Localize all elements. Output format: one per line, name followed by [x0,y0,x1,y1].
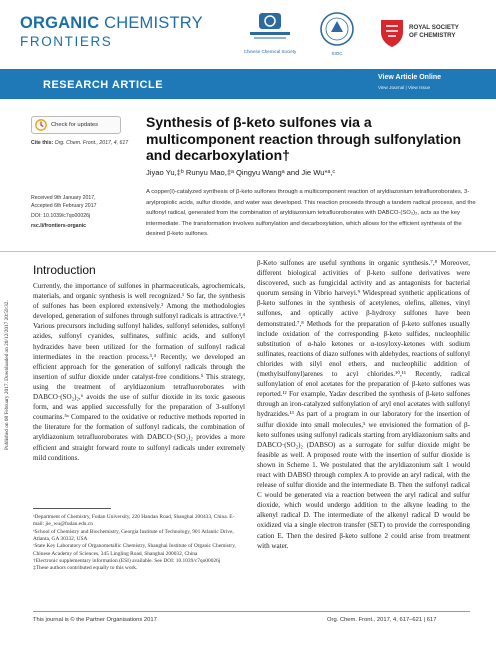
footer-copyright: This journal is © the Partner Organisations 2017 [33,617,157,623]
body-right-column: β-Keto sulfones are useful synthons in organic synthesis.⁷,⁸ Moreover, different biological activities of β-keto sulfone derivatives were discovered, such as fungicidal activity and as antagonists for bacterial quorum sensing in Vibrio harveyi.⁹ Widespread synthetic applications of β-keto sulfones in the synthesis of acetylenes, olefins, allenes, vinyl sulfones, and optically active β-hydroxy sulfones have been demonstrated.⁷,⁸ Methods for the preparation of β-keto sulfones usually include oxidation of the corresponding β-keto sulfides, nucleophilic substitution of α-halo ketones or α-tosyloxy-ketones with sodium sulfinates, reactions of diazo sulfones with aldehydes, reactions of sulfonyl chlorides with silyl enol ethers, and nucleophilic addition of (methylsulfonyl)arenes to acyl chlorides.¹⁰,¹¹ Recently, radical sulfonylation of enol acetates for the preparation of β-keto sulfones was reported.¹² For example, Yadav described the synthesis of β-keto sulfones through an iron-catalyzed sulfonylation of aryl enol acetates with sulfonyl hydrazides.¹³ As part of a program in our laboratory for the insertion of sulfur dioxide into small molecules,⁵ we envisioned the formation of β-keto sulfones using sulfonyl radicals starting from aryldiazonium salts and DABCO·(SO₂)₂ (DABSO) as a surrogate for sulfur dioxide might be feasible as well. A proposed route with the insertion of sulfur dioxide is shown in Scheme 1. We postulated that the aryldiazonium salt 1 would react with DABSO through complex A to provide an aryl radical, with the release of sulfur dioxide and the intermediate B. Then the sulfonyl radical C would be generated via a reaction between the aryl radical and sulfur dioxide, which would undergo addition to the alkyne leading to the alkenyl radical D. The intermediate of the alkenyl radical D would be oxidized via a single electron transfer (SET) to provide the corresponding cation E. Then the desired β-keto sulfone 2 could arise from treatment with water. [257,259,470,550]
article-title-line1: Synthesis of β-keto sulfones via a [146,114,372,130]
sioc-seal-icon [313,12,361,46]
journal-name-part1: ORGANIC [20,14,100,32]
doi[interactable]: DOI: 10.1039/c7qo00026j [31,213,91,219]
ccs-logo-caption: Chinese Chemical Society [243,49,297,54]
rsc-logo-text-line2: OF CHEMISTRY [409,31,456,39]
footer-divider [33,611,470,612]
article-title-line3: and decarboxylation† [146,147,290,163]
article-type: RESEARCH ARTICLE [43,79,164,91]
footer-citation: Org. Chem. Front., 2017, 4, 617–621 | 617 [327,617,437,623]
rsc-logo [377,12,475,52]
journal-name [20,14,203,32]
footnote-esi: †Electronic supplementary information (ESI) available. See DOI: 10.1039/c7qo00026j [33,558,221,565]
ccs-logo-icon [240,12,300,44]
abstract: A copper(I)-catalyzed synthesis of β-keto sulfones through a multicomponent reaction of aryldiazonium tetrafluoroborates, 3-arylpropiolic acids, sulfur dioxide, and water was developed. This reaction proceeds through a tandem radical process, and the sulfonyl radical, generated from the combination of aryldiazonium tetrafluoroborates with DABCO·(SO₂)₂, acts as the key intermediate. The transformation involves sulfonylation and decarboxylation, which allows for the efficient synthesis of the desired β-keto sulfones. [146,189,476,238]
footnote-affiliation-c: ᶜState Key Laboratory of Organometallic Chemistry, Shanghai Institute of Organic Chemistry, Chinese Academy of Sciences, 345 Lingling Road, Shanghai 200032, China [33,543,236,557]
footnote-equal-contribution: ‡These authors contributed equally to this work. [33,565,138,572]
cite-text: Org. Chem. Front., 2017, 4, 617 [54,140,129,146]
introduction-heading: Introduction [33,263,96,277]
check-updates-icon [35,119,47,131]
author-list: Jiyao Yu,‡ᵇ Runyu Mao,‡ᵃ Qingyu Wangᵃ and Jie Wu*ᵃ,ᶜ [146,168,336,177]
check-for-updates-button[interactable] [31,116,121,134]
sioc-logo-caption: SIOC [331,51,343,56]
journal-name-part2: CHEMISTRY [104,14,203,32]
footnote-affiliation-a: ᵃDepartment of Chemistry, Fudan University, 220 Handan Road, Shanghai 200433, China. E-mail: jie_wu@fudan.edu.cn [33,514,235,528]
citation [31,140,128,147]
article-title-line2: multicomponent reaction through sulfonylation [146,130,461,147]
footnote-divider [33,508,111,509]
view-article-online-link[interactable]: View Article Online [378,74,442,81]
footnote-affiliation-b: ᵇSchool of Chemistry and Biochemistry, Georgia Institute of Technology, 901 Atlantic Drive, Atlanta, GA 30332, USA [33,528,234,543]
header-divider [0,251,496,252]
journal-subtitle: FRONTIERS [20,34,113,49]
ccs-logo [240,12,300,52]
received-date: Received 9th January 2017, [31,195,96,201]
rsc-logo-text-line1: ROYAL SOCIETY [409,24,459,31]
sioc-logo [313,12,361,56]
article-title [146,114,486,164]
check-updates-label: Check for updates [51,122,99,128]
publication-side-note: Published on 08 February 2017. Downloaded on 20/12/2017 20:59:32. [4,300,10,450]
rsc-logo-text [409,24,459,39]
accepted-date: Accepted 6th February 2017 [31,203,97,209]
journal-url[interactable]: rsc.li/frontiers-organic [31,223,87,229]
cite-label: Cite this: [31,140,54,146]
body-left-column: Currently, the importance of sulfones in pharmaceuticals, agrochemicals, materials, and organic synthesis is well recognized.¹ So far, the synthesis of sulfones has been explored extensively.² Among the methodologies developed, generation of sulfones through sulfonyl radicals is attractive.³,⁴ Various precursors including sulfonyl halides, sulfonyl selenides, sulfonyl azides, sulfonyl cyanides, sulfinates, sulfinic acids, and sulfonyl hydrazides have been utilized for the formation of sulfonyl radical intermediates in the reaction process.³,⁴ Recently, we developed an efficient approach for the generation of sulfonyl radicals through the insertion of sulfur dioxide under catalyst-free conditions.⁵ This strategy, using the treatment of aryldiazonium tetrafluoroborates with DABCO·(SO₂)₂,⁶ avoids the use of sulfur dioxide in its toxic gaseous form, and was applied successfully for the preparation of 3-sulfonyl coumarins.⁵ᵃ Compared to the oxidative or reductive methods reported in the literature for the formation of sulfonyl radicals, the combination of aryldiazonium tetrafluoroborates with DABCO·(SO₂)₂ provides a more efficient and straight forward route to sulfonyl radicals under extremely mild conditions. [33,282,245,462]
view-journal-issue-link[interactable]: View Journal | View Issue [378,85,431,90]
footnotes [33,514,245,573]
rsc-crest-icon [377,16,407,48]
